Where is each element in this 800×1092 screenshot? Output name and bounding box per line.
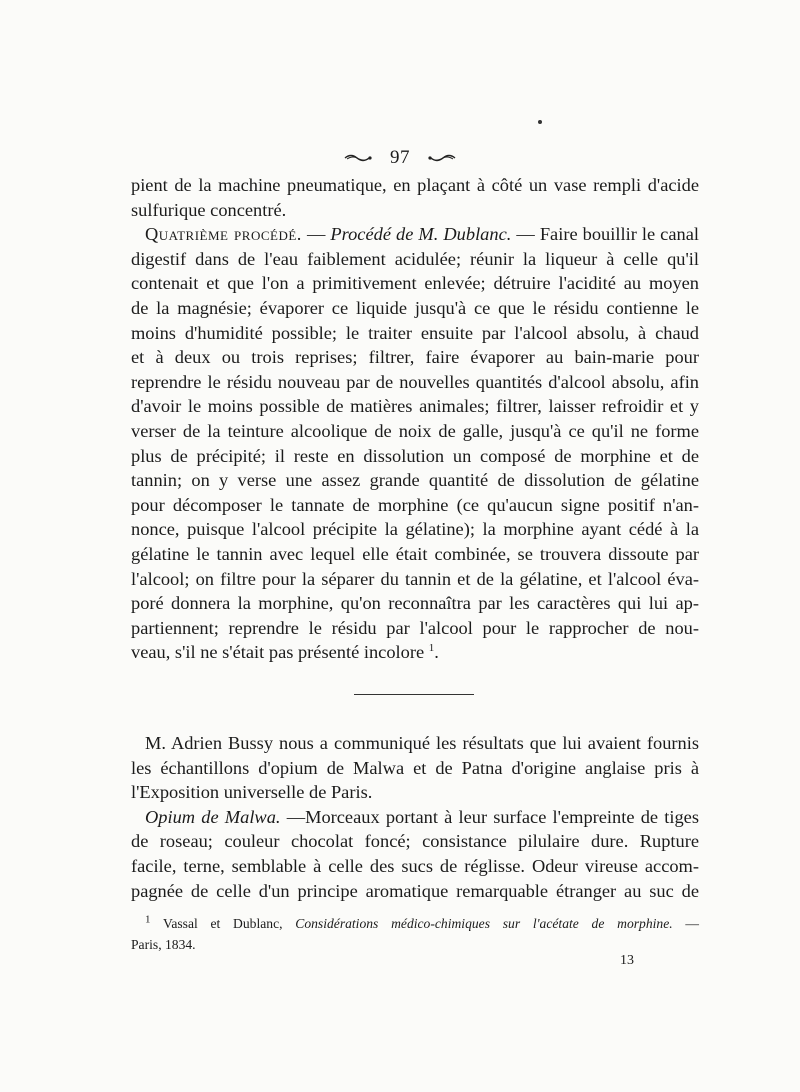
footnote-title: Considérations médico-chimiques sur l'acétate de morphine. bbox=[295, 916, 673, 931]
left-ornament-icon bbox=[343, 153, 373, 163]
main-text-continued bbox=[131, 731, 699, 903]
text-line: de la magnésie; évaporer ce liquide jusqu'à ce que le résidu contienne le bbox=[131, 297, 699, 318]
text-run: . bbox=[434, 642, 439, 663]
footnote-line: Paris, 1834. bbox=[131, 937, 196, 952]
text-run: —Morceaux portant à leur surface l'empreinte de tiges bbox=[286, 806, 699, 827]
text-line: tannin; on y verse une assez grande quantité de dissolution de gélatine bbox=[131, 470, 699, 491]
text-line: pour décomposer le tannate de morphine (ce qu'aucun signe positif n'an- bbox=[131, 494, 699, 515]
em-dash: — bbox=[306, 224, 326, 245]
page-header bbox=[0, 146, 800, 169]
footnote-marker: 1 bbox=[145, 913, 151, 926]
text-line: de roseau; couleur chocolat foncé; consistance pilulaire dure. Rupture bbox=[131, 831, 699, 852]
text-line: les échantillons d'opium de Malwa et de Patna d'origine anglaise pris à bbox=[131, 757, 699, 778]
text-line: pagnée de celle d'un principe aromatique remarquable étranger au suc de bbox=[131, 880, 699, 901]
text-line: l'Exposition universelle de Paris. bbox=[131, 782, 373, 803]
text-line: contenait et que l'on a primitivement enlevée; détruire l'acidité au moyen bbox=[131, 273, 699, 294]
text-line bbox=[131, 805, 699, 830]
paragraph-bussy bbox=[131, 731, 699, 805]
ink-speck bbox=[538, 120, 542, 124]
text-line: gélatine le tannin avec lequel elle était combinée, se trouvera dissoute par bbox=[131, 543, 699, 564]
main-text bbox=[131, 173, 699, 665]
section-label: Quatrième procédé. bbox=[145, 224, 302, 245]
text-line: verser de la teinture alcoolique de noix de galle, jusqu'à ce qu'il ne forme bbox=[131, 420, 699, 441]
text-line: plus de précipité; il reste en dissolution un composé de morphine et de bbox=[131, 445, 699, 466]
section-divider bbox=[354, 694, 474, 695]
section-title: Opium de Malwa. bbox=[145, 806, 281, 827]
text-line: d'avoir le moins possible de matières animales; filtrer, laisser refroidir et y bbox=[131, 396, 699, 417]
right-ornament-icon bbox=[427, 153, 457, 163]
text-line: reprendre le résidu nouveau par de nouvelles quantités d'alcool absolu, afin bbox=[131, 371, 699, 392]
text-line: pient de la machine pneumatique, en plaçant à côté un vase rempli d'acide bbox=[131, 175, 699, 195]
text-run: veau, s'il ne s'était pas présenté incolore bbox=[131, 642, 425, 663]
text-line: moins d'humidité possible; le traiter ensuite par l'alcool absolu, à chaud bbox=[131, 322, 699, 343]
text-run: — Faire bouillir le canal bbox=[516, 224, 699, 245]
text-line: et à deux ou trois reprises; filtrer, faire évaporer au bain-marie pour bbox=[131, 347, 699, 368]
signature-mark: 13 bbox=[620, 953, 634, 968]
footnote-authors: Vassal et Dublanc, bbox=[163, 916, 283, 931]
text-line: nonce, puisque l'alcool précipite la gélatine); la morphine ayant cédé à la bbox=[131, 519, 699, 540]
em-dash: — bbox=[685, 916, 699, 931]
text-line: M. Adrien Bussy nous a communiqué les résultats que lui avaient fournis bbox=[145, 733, 699, 753]
text-line bbox=[131, 640, 699, 665]
text-line bbox=[131, 222, 699, 247]
text-line: sulfurique concentré. bbox=[131, 199, 287, 220]
footnote-line bbox=[131, 913, 699, 934]
section-title: Procédé de M. Dublanc. bbox=[330, 224, 512, 245]
text-line: l'alcool; on filtre pour la séparer du tannin et de la gélatine, et l'alcool éva- bbox=[131, 568, 699, 589]
paragraph-dublanc bbox=[131, 222, 699, 665]
text-line: facile, terne, semblable à celle des sucs de réglisse. Odeur vireuse accom- bbox=[131, 855, 699, 876]
text-line: partiennent; reprendre le résidu par l'alcool pour le rapprocher de nou- bbox=[131, 617, 699, 638]
paragraph-malwa bbox=[131, 805, 699, 903]
footnote-reference[interactable]: 1 bbox=[428, 642, 435, 655]
page-number: 97 bbox=[390, 146, 410, 168]
text-line: poré donnera la morphine, qu'on reconnaîtra par les caractères qui lui ap- bbox=[131, 593, 699, 614]
paragraph-continuation bbox=[131, 173, 699, 222]
text-line: digestif dans de l'eau faiblement acidulée; réunir la liqueur à celle qu'il bbox=[131, 248, 699, 269]
footnote bbox=[131, 913, 699, 955]
